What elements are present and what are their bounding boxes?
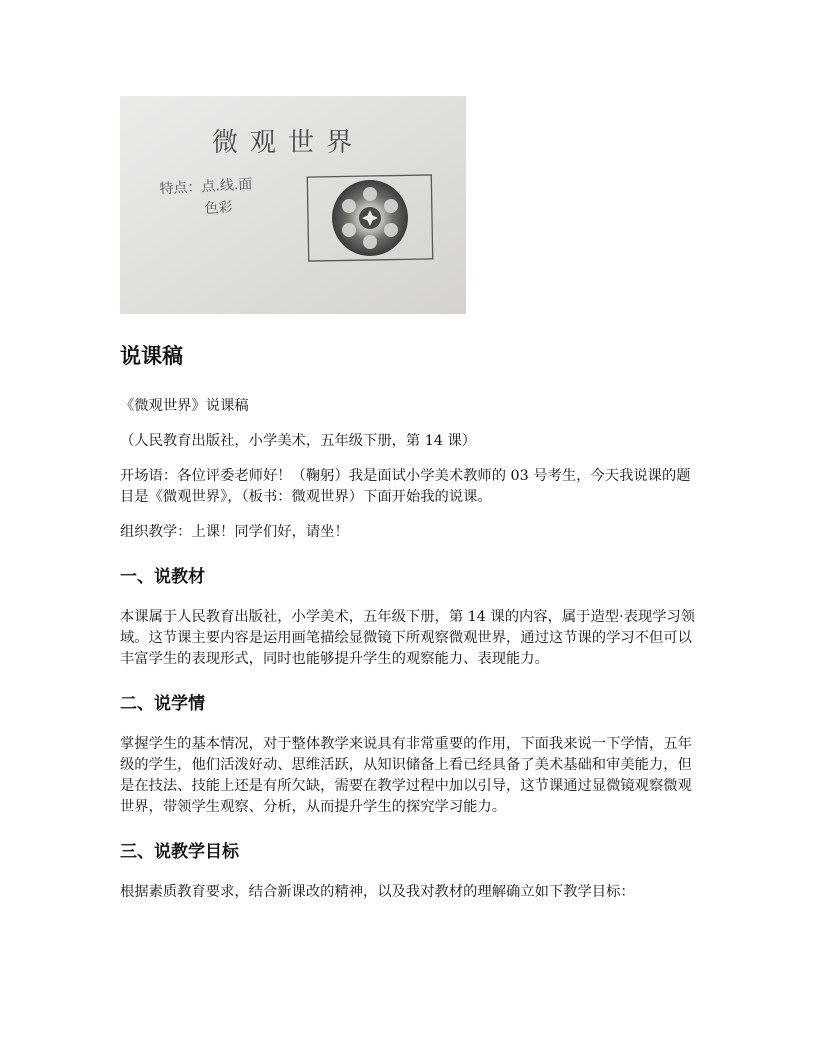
intro-paragraph-source: （人民教育出版社，小学美术，五年级下册，第 14 课） — [120, 433, 477, 449]
section-heading-students: 二、说学情 — [120, 694, 205, 714]
intro-paragraph-opening: 开场语：各位评委老师好！（鞠躬）我是面试小学美术教师的 03 号考生，今天我说课的题目是《微观世界》，（板书：微观世界）下面开始我的说课。 — [120, 468, 691, 505]
section-text-textbook: 本课属于人民教育出版社，小学美术，五年级下册，第 14 课的内容，属于造型·表现学习领域。这节课主要内容是运用画笔描绘显微镜下所观察微观世界，通过这节课的学习不但可以丰富学生的表现形式，同时也能够提升学生的观察能力、表现能力。 — [120, 609, 696, 667]
section-heading-textbook: 一、说教材 — [120, 567, 205, 587]
section-heading-objectives: 三、说教学目标 — [120, 842, 239, 862]
document-title: 说课稿 — [120, 344, 183, 368]
intro-paragraph-title: 《微观世界》说课稿 — [120, 398, 249, 414]
blackboard-photo — [120, 96, 466, 314]
document-page — [120, 96, 696, 917]
photo-handwritten-features — [159, 174, 254, 223]
section-text-students: 掌握学生的基本情况，对于整体教学来说具有非常重要的作用，下面我来说一下学情，五年级的学生，他们活泼好动、思维活跃，从知识储备上看已经具备了美术基础和审美能力，但是在技法、技能上还是有所欠缺，需要在教学过程中加以引导，这节课通过显微镜观察微观世界，带领学生观察、分析，从而提升学生的探究学习能力。 — [120, 736, 692, 815]
photo-feature-line1: 特点：点.线.面 — [159, 176, 253, 198]
section-text-objectives: 根据素质教育要求，结合新课改的精神，以及我对教材的理解确立如下教学目标： — [120, 884, 635, 900]
photo-handwritten-title: 微观世界 — [212, 128, 365, 158]
photo-feature-line2: 色彩 — [204, 199, 233, 218]
intro-paragraph-organize: 组织教学：上课！同学们好，请坐！ — [120, 524, 349, 540]
